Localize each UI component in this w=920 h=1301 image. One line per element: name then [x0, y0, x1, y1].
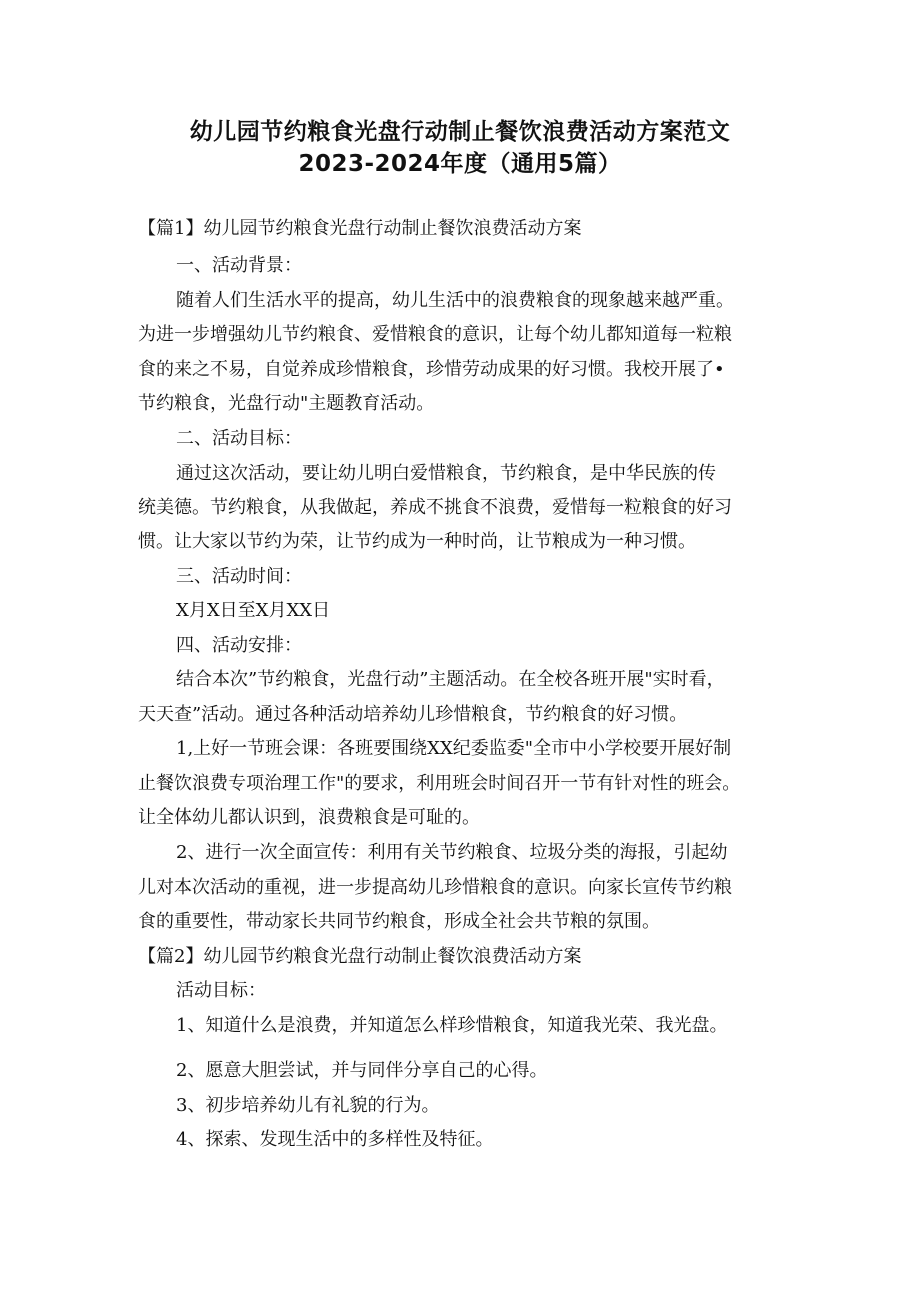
- subheading-goals-2: 活动目标：: [176, 980, 266, 1001]
- list-item: 3、初步培养幼儿有礼貌的行为。: [176, 1095, 440, 1116]
- paragraph-line: 止餐饮浪费专项治理工作"的要求，利用班会时间召开一节有针对性的班会。: [138, 773, 741, 794]
- list-item: 4、探索、发现生活中的多样性及特征。: [176, 1129, 494, 1150]
- paragraph-line: 1,上好一节班会课：各班要围绕XX纪委监委"全市中小学校要开展好制: [176, 738, 732, 759]
- subheading-goals: 二、活动目标：: [176, 428, 302, 449]
- section-heading-1: 【篇1】幼儿园节约粮食光盘行动制止餐饮浪费活动方案: [138, 218, 582, 239]
- subheading-arrangement: 四、活动安排：: [176, 635, 302, 656]
- paragraph-line: 通过这次活动，要让幼儿明白爱惜粮食，节约粮食，是中华民族的传: [176, 463, 716, 484]
- paragraph-line: 统美德。节约粮食，从我做起，养成不挑食不浪费，爱惜每一粒粮食的好习: [138, 497, 732, 518]
- paragraph-line: X月X日至X月XX日: [176, 600, 331, 621]
- paragraph-line: 随着人们生活水平的提高，幼儿生活中的浪费粮食的现象越来越严重。: [176, 290, 734, 311]
- paragraph-line: 2、进行一次全面宣传：利用有关节约粮食、垃圾分类的海报，引起幼: [176, 842, 728, 863]
- paragraph-line: 节约粮食，光盘行动"主题教育活动。: [138, 393, 435, 414]
- paragraph-line: 食的来之不易，自觉养成珍惜粮食，珍惜劳动成果的好习惯。我校开展了•: [138, 359, 725, 380]
- document-title-line-1: 幼儿园节约粮食光盘行动制止餐饮浪费活动方案范文: [189, 119, 731, 145]
- paragraph-line: 惯。让大家以节约为荣，让节约成为一种时尚，让节粮成为一种习惯。: [138, 531, 696, 552]
- section-heading-2: 【篇2】幼儿园节约粮食光盘行动制止餐饮浪费活动方案: [138, 946, 582, 967]
- paragraph-line: 为进一步增强幼儿节约粮食、爱惜粮食的意识，让每个幼儿都知道每一粒粮: [138, 324, 732, 345]
- paragraph-line: 让全体幼儿都认识到，浪费粮食是可耻的。: [138, 807, 480, 828]
- paragraph-line: 儿对本次活动的重视，进一步提高幼儿珍惜粮食的意识。向家长宣传节约粮: [138, 877, 732, 898]
- paragraph-line: 食的重要性，带动家长共同节约粮食，形成全社会共节粮的氛围。: [138, 911, 660, 932]
- subheading-background: 一、活动背景：: [176, 255, 302, 276]
- subheading-time: 三、活动时间：: [176, 566, 302, 587]
- list-item: 2、愿意大胆尝试，并与同伴分享自己的心得。: [176, 1060, 548, 1081]
- document-title-line-2: 2023-2024年度（通用5篇）: [298, 151, 622, 177]
- paragraph-line: 结合本次”节约粮食，光盘行动”主题活动。在全校各班开展"实时看，: [176, 669, 725, 690]
- paragraph-line: 天天查”活动。通过各种活动培养幼儿珍惜粮食，节约粮食的好习惯。: [138, 704, 688, 725]
- list-item: 1、知道什么是浪费，并知道怎么样珍惜粮食，知道我光荣、我光盘。: [176, 1015, 728, 1036]
